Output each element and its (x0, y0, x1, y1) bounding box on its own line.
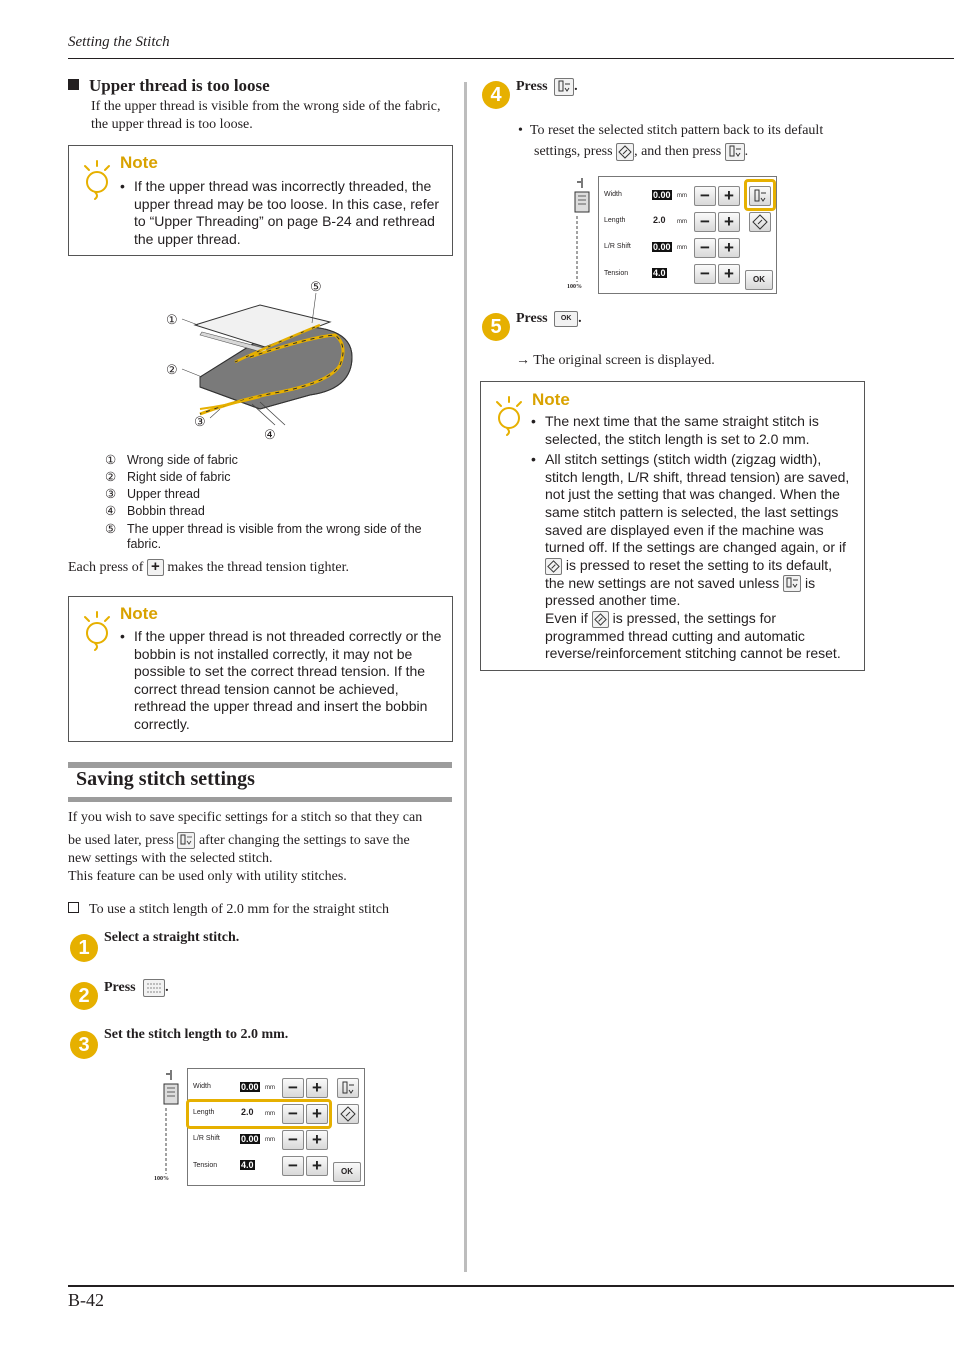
reset-icon (545, 558, 562, 575)
tension-minus-button[interactable]: − (694, 264, 716, 284)
length-minus-button[interactable]: − (694, 212, 716, 232)
callout-5: ⑤ (310, 279, 322, 294)
tension-value: 4.0 (653, 268, 666, 278)
column-divider (464, 82, 467, 1272)
step-number: 2 (70, 982, 98, 1010)
settings-screen-1 (154, 1068, 364, 1186)
callout-3: ③ (194, 414, 206, 429)
length-plus-button[interactable]: + (306, 1104, 328, 1124)
tension-plus-button[interactable]: + (718, 264, 740, 284)
ok-button: OK (554, 311, 578, 327)
needle-sidebar: 100% (158, 1068, 184, 1186)
save-stitch-icon (554, 78, 574, 96)
step-number: 1 (70, 934, 98, 962)
reset-icon (750, 213, 770, 231)
width-unit: mm (677, 193, 687, 199)
note-title: Note (120, 153, 158, 172)
width-value: 0.00 (653, 190, 671, 200)
save-stitch-icon (177, 832, 195, 849)
tension-label: Tension (193, 1162, 218, 1169)
step-text: Press . (104, 980, 169, 996)
step-number: 5 (482, 313, 510, 341)
note-box-1 (68, 145, 453, 256)
note-title: Note (120, 604, 158, 623)
note-box-3 (480, 381, 865, 671)
note-item: • If the upper thread is not threaded correctly or the bobbin is not installed correctly, it may not be possible to set the correct thread tension. If the correct thread tension cannot be achieved, rethread the upper thread and insert the bobbin correctly. (120, 628, 442, 734)
note-item: • All stitch settings (stitch width (zigzag width), stitch length, L/R shift, thread tension) are saved, not just the setting that was changed. When the same stitch pattern is selected, the last settings saved are displayed even if the machine was turned off. If the settings are changed again, or if is pressed to reset the setting to its default, the new settings are not saved unless is pressed another time. Even if is pressed, the settings for programmed thread cutting and automatic reverse/reinforcement stitching cannot be reset. (531, 451, 857, 663)
reset-icon (592, 611, 609, 628)
fabric-illustration (160, 277, 370, 447)
step-text: Press OK . (516, 311, 582, 327)
needle-sidebar: 100% (569, 176, 595, 294)
tension-label: Tension (604, 270, 629, 277)
tension-minus-button[interactable]: − (282, 1156, 304, 1176)
section-title: Saving stitch settings (76, 768, 255, 790)
reset-button[interactable] (749, 212, 771, 232)
legend-item: ④ Bobbin thread (105, 504, 205, 518)
note-list (120, 178, 446, 248)
callout-1: ① (166, 312, 178, 327)
note-box-2 (68, 596, 453, 742)
length-plus-button[interactable]: + (718, 212, 740, 232)
tension-plus-button[interactable]: + (306, 1156, 328, 1176)
shift-label: L/R Shift (604, 243, 631, 250)
shift-value: 0.00 (653, 242, 671, 252)
shift-plus-button[interactable]: + (718, 238, 740, 258)
figure-legend (105, 452, 450, 552)
ok-button[interactable]: OK (745, 270, 773, 290)
example-line: To use a stitch length of 2.0 mm for the straight stitch (68, 901, 389, 919)
legend-item: ③ Upper thread (105, 487, 200, 501)
checkbox-icon (68, 902, 79, 913)
reset-icon (616, 143, 634, 161)
shift-minus-button[interactable]: − (282, 1130, 304, 1150)
note-list (531, 413, 857, 663)
save-stitch-icon (783, 575, 801, 592)
note-item: • The next time that the same straight stitch is selected, the stitch length is set to 2.0 mm. (531, 413, 857, 448)
footer-rule (68, 1285, 954, 1287)
loose-heading: Upper thread is too loose (68, 76, 270, 96)
step5-result: → The original screen is displayed. (516, 353, 715, 368)
length-unit: mm (265, 1111, 275, 1117)
save-stitch-icon (725, 143, 745, 161)
note-list (120, 628, 442, 734)
length-unit: mm (677, 219, 687, 225)
lightbulb-icon (81, 160, 113, 200)
square-bullet-icon (68, 79, 79, 90)
press-tension-line: Each press of + makes the thread tension tighter. (68, 558, 349, 576)
legend-item: ① Wrong side of fabric (105, 453, 238, 467)
section-bar-bottom (68, 797, 452, 802)
shift-value: 0.00 (241, 1134, 259, 1144)
lightbulb-icon (81, 611, 113, 651)
save-highlight (744, 179, 776, 211)
length-label: Length (193, 1109, 215, 1116)
shift-unit: mm (677, 245, 687, 251)
width-minus-button[interactable]: − (282, 1078, 304, 1098)
step-number: 4 (482, 81, 510, 109)
step-text: Set the stitch length to 2.0 mm. (104, 1027, 289, 1042)
shift-minus-button[interactable]: − (694, 238, 716, 258)
shift-plus-button[interactable]: + (306, 1130, 328, 1150)
width-label: Width (604, 191, 622, 198)
page-number: B-42 (68, 1290, 104, 1310)
width-plus-button[interactable]: + (306, 1078, 328, 1098)
tension-value: 4.0 (241, 1160, 254, 1170)
ok-button[interactable]: OK (333, 1162, 361, 1182)
length-highlight (186, 1099, 332, 1129)
width-minus-button[interactable]: − (694, 186, 716, 206)
width-label: Width (193, 1083, 211, 1090)
length-minus-button[interactable]: − (282, 1104, 304, 1124)
running-header: Setting the Stitch (68, 34, 170, 50)
callout-4: ④ (264, 427, 276, 442)
width-plus-button[interactable]: + (718, 186, 740, 206)
loose-body: If the upper thread is visible from the wrong side of the fabric, the upper thread is too loose. (91, 99, 441, 132)
legend-item: ② Right side of fabric (105, 470, 231, 484)
reset-icon (338, 1105, 358, 1123)
step-text: Press . (516, 79, 578, 95)
header-rule (68, 58, 954, 59)
length-label: Length (604, 217, 626, 224)
shift-unit: mm (265, 1137, 275, 1143)
save-stitch-button[interactable] (337, 1078, 359, 1098)
width-value: 0.00 (241, 1082, 259, 1092)
lightbulb-icon (493, 396, 525, 436)
step-text: Select a straight stitch. (104, 930, 240, 945)
shift-label: L/R Shift (193, 1135, 220, 1142)
length-value: 2.0 (653, 215, 666, 225)
step4-bullet: • To reset the selected stitch pattern back to its default settings, press , and then press . (518, 123, 824, 159)
note-title: Note (532, 390, 570, 409)
note-item: • If the upper thread was incorrectly threaded, the upper thread may be too loose. In this case, refer to “Upper Threading” on page B-24 and rethread the upper thread. (120, 178, 446, 248)
width-unit: mm (265, 1085, 275, 1091)
stitch-settings-icon (143, 979, 165, 997)
settings-screen-2 (569, 176, 777, 294)
legend-item: ⑤ The upper thread is visible from the wrong side of the fabric. (105, 522, 422, 551)
save-stitch-icon (338, 1079, 358, 1097)
callout-2: ② (166, 362, 178, 377)
plus-icon: + (147, 559, 164, 576)
length-value: 2.0 (241, 1107, 254, 1117)
step-number: 3 (70, 1031, 98, 1059)
reset-button[interactable] (337, 1104, 359, 1124)
saving-paragraph: If you wish to save specific settings for a stitch so that they can be used later, press after changing the settings to save the new settings with the selected stitch. This feature can be used only with utility stitches. (68, 810, 423, 884)
